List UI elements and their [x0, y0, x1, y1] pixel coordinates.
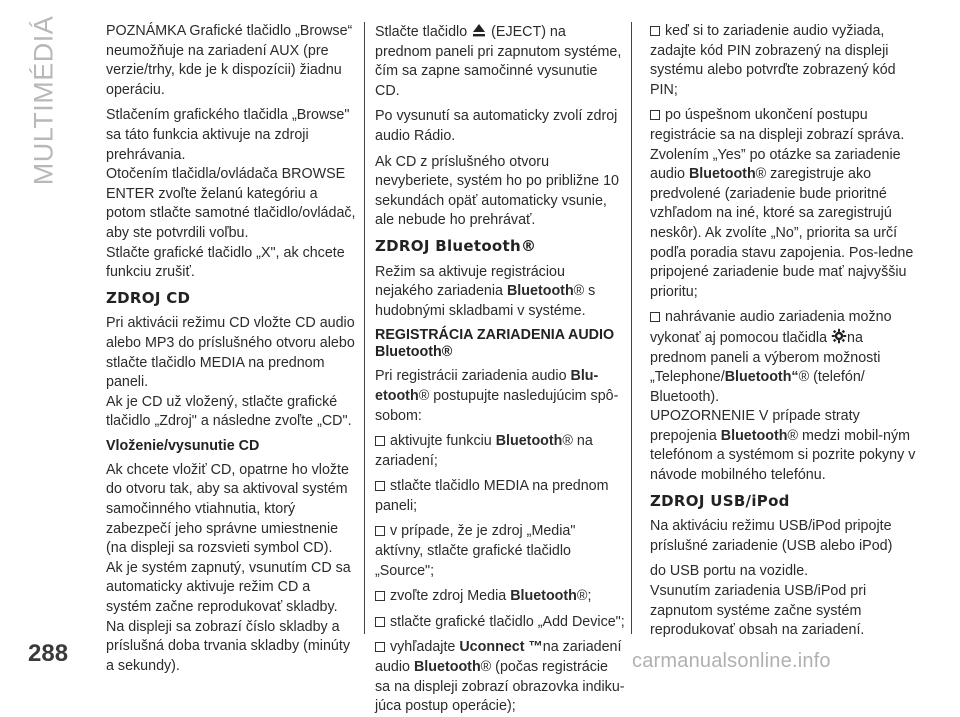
- browse-text-1: Stlačením grafického tlačidla „Browse" sa táto funkcia aktivuje na zdroji prehrávania.: [106, 107, 350, 163]
- step-text: na prednom paneli a výberom možnosti „Telephone/: [650, 329, 881, 386]
- step-text: stlačte tlačidlo MEDIA na prednom paneli;: [375, 478, 609, 514]
- step-text: ® na zariadení;: [375, 433, 593, 469]
- checkbox-icon: [650, 110, 660, 120]
- usb-text-2: do USB portu na vozidle.: [650, 563, 809, 580]
- page-number: 288: [28, 640, 69, 667]
- step-text: na zariadení audio: [375, 639, 622, 676]
- heading-bluetooth-source: ZDROJ Bluetooth®: [375, 236, 537, 255]
- browse-text-2: Otočením tlačidla/ovládača BROWSE ENTER zvoľte želanú kategóriu a potom stlačte samotné tlačidlo/ovládač, aby ste potvrdili voľbu.: [106, 166, 356, 241]
- step-text: stlačte grafické tlačidlo „Add Device";: [390, 613, 625, 630]
- list-item: [375, 613, 626, 633]
- column-2: [364, 22, 632, 715]
- yes-text-post: ® zaregistruje ako predvolené (zariadenie bude prioritné vzhľadom na iné, ktoré sa zaregistrujú neskôr). Ak zvolíte „No”, priorita sa určí podľa poradia stavu zapojenia. Pos-ledne pripojené zariadenie bude mať najvyššiu prioritu;: [650, 166, 914, 300]
- checkbox-icon: [650, 312, 660, 322]
- warning-text-pre: UPOZORNENIE V prípade straty prepojenia: [650, 408, 860, 444]
- browse-text-3: Stlačte grafické tlačidlo „X", ak chcete funkciu zrušiť.: [106, 244, 345, 281]
- usb-paragraph: [650, 562, 920, 640]
- browse-paragraph: [106, 106, 358, 282]
- list-item: [375, 477, 626, 516]
- step-text: nahrávanie audio zariadenia možno vykonať aj pomocou tlačidla: [650, 309, 892, 346]
- checkbox-icon: [375, 642, 385, 652]
- heading-cd-source: ZDROJ CD: [106, 288, 191, 307]
- step-text: zvoľte zdroj Media: [390, 588, 507, 605]
- step-brand: Bluetooth“: [724, 369, 799, 386]
- cd-paragraph: [106, 314, 358, 432]
- list-item: [375, 432, 626, 471]
- checkbox-icon: [375, 617, 385, 627]
- checkbox-icon: [375, 436, 385, 446]
- list-item: [375, 522, 626, 581]
- step-text: ®;: [576, 588, 592, 605]
- list-item: [650, 22, 920, 100]
- eject-icon: [471, 22, 487, 38]
- eject-paragraph: [375, 22, 626, 101]
- step-brand: Bluetooth: [413, 659, 481, 676]
- warning-paragraph: [650, 407, 920, 485]
- list-item: [375, 587, 626, 607]
- step-text: vyhľadajte: [390, 639, 456, 656]
- step-brand: Bluetooth: [495, 433, 563, 450]
- insert-text-2: Ak je systém zapnutý, vsunutím CD sa automaticky aktivuje režim CD a systém začne reprodukovať skladby.: [106, 559, 351, 616]
- eject-reinsert: Ak CD z príslušného otvoru nevyberiete, systém ho po približne 10 sekundách opäť automaticky vsunie, ale nebude ho prehrávať.: [375, 153, 619, 229]
- bt-brand: Bluetooth: [506, 283, 574, 300]
- bt-text-pre: Režim sa aktivuje registráciou nejakého zariadenia: [375, 263, 565, 300]
- subheading-registration: REGISTRÁCIA ZARIADENIA AUDIO Bluetooth®: [375, 327, 615, 361]
- column-1: [106, 22, 358, 682]
- list-item: [650, 308, 920, 485]
- checkbox-icon: [650, 26, 660, 36]
- section-sidebar: [14, 15, 74, 185]
- warning-text-post: ® medzi mobil-ným telefónom a systémom si pozrite pokyny v návode mobilného telefónu.: [650, 427, 916, 484]
- registration-intro: [375, 367, 626, 426]
- note-browse: POZNÁMKA Grafické tlačidlo „Browse“ neumožňuje na zariadení AUX (pre verzie/trhy, kde je k dispozícii) žiadnu operáciu.: [106, 23, 353, 98]
- yes-brand: Bluetooth: [688, 166, 756, 183]
- cd-text-2: Ak je CD už vložený, stlačte grafické tlačidlo „Zdroj" a následne zvoľte „CD".: [106, 393, 352, 430]
- step-text: ® (počas registrácie sa na displeji zobrazí obrazovka indiku-júca postup operácie);: [375, 659, 625, 715]
- step-text: keď si to zariadenie audio vyžiada, zadajte kód PIN zobrazený na displeji systému alebo potvrďte zobrazený kód PIN;: [650, 23, 896, 98]
- step-brand: Bluetooth: [510, 588, 577, 605]
- eject-text-post: (EJECT) na prednom paneli pri zapnutom systéme, čím sa zapne samočinné vysunutie CD.: [375, 24, 622, 99]
- subheading-insert-eject: Vloženie/vysunutie CD: [106, 437, 260, 454]
- column-3: [650, 22, 920, 647]
- eject-auto-source: Po vysunutí sa automaticky zvolí zdroj audio Rádio.: [375, 108, 618, 144]
- checkbox-icon: [375, 481, 385, 491]
- watermark: carmanualsonline.info: [632, 650, 831, 672]
- reg-brand: Blu-etooth: [375, 368, 599, 404]
- gear-icon: [831, 328, 847, 344]
- step-text: aktivujte funkciu: [390, 433, 492, 450]
- step-text: v prípade, že je zdroj „Media" aktívny, stlačte grafické tlačidlo „Source";: [375, 523, 576, 579]
- heading-usb-source: ZDROJ USB/iPod: [650, 491, 790, 510]
- section-title: MULTIMÉDIÁ: [28, 15, 59, 185]
- yes-text-pre: Zvolením „Yes” po otázke sa zariadenie audio: [650, 146, 901, 183]
- insert-text-1: Ak chcete vložiť CD, opatrne ho vložte do otvoru tak, aby sa aktivoval systém samočinného vtiahnutia, ktorý zabezpečí jeho správne umiestnenie (na displeji sa rozsvieti symbol CD).: [106, 461, 349, 557]
- usb-text-3: Vsunutím zariadenia USB/iPod pri zapnutom systéme začne systém reprodukovať obsah na zariadení.: [650, 583, 867, 639]
- yes-paragraph: [650, 146, 920, 303]
- bluetooth-intro: [375, 263, 626, 322]
- checkbox-icon: [375, 526, 385, 536]
- reg-text-pre: Pri registrácii zariadenia audio: [375, 368, 567, 385]
- checkbox-icon: [375, 591, 385, 601]
- warning-brand: Bluetooth: [720, 427, 788, 444]
- step-text: ® (telefón/ Bluetooth).: [650, 369, 865, 405]
- eject-text-pre: Stlačte tlačidlo: [375, 24, 468, 40]
- reg-text-post: ® postupujte nasledujúcim spô-sobom:: [375, 387, 619, 424]
- step-text: po úspešnom ukončení postupu registrácie sa na displeji zobrazí správa.: [650, 107, 905, 143]
- insert-paragraph: [106, 461, 358, 677]
- insert-text-3: Na displeji sa zobrazí číslo skladby a príslušná doba trvania skladby (minúty a sekundy).: [106, 618, 350, 674]
- cd-text-1: Pri aktivácii režimu CD vložte CD audio alebo MP3 do príslušného otvoru alebo stlačte tlačidlo MEDIA na prednom paneli.: [106, 315, 355, 391]
- list-item: [650, 106, 920, 302]
- usb-text-1: Na aktiváciu režimu USB/iPod pripojte príslušné zariadenie (USB alebo iPod): [650, 518, 893, 554]
- step-brand: Uconnect ™: [459, 639, 543, 656]
- bt-text-post: ® s hudobnými skladbami v systéme.: [375, 283, 596, 319]
